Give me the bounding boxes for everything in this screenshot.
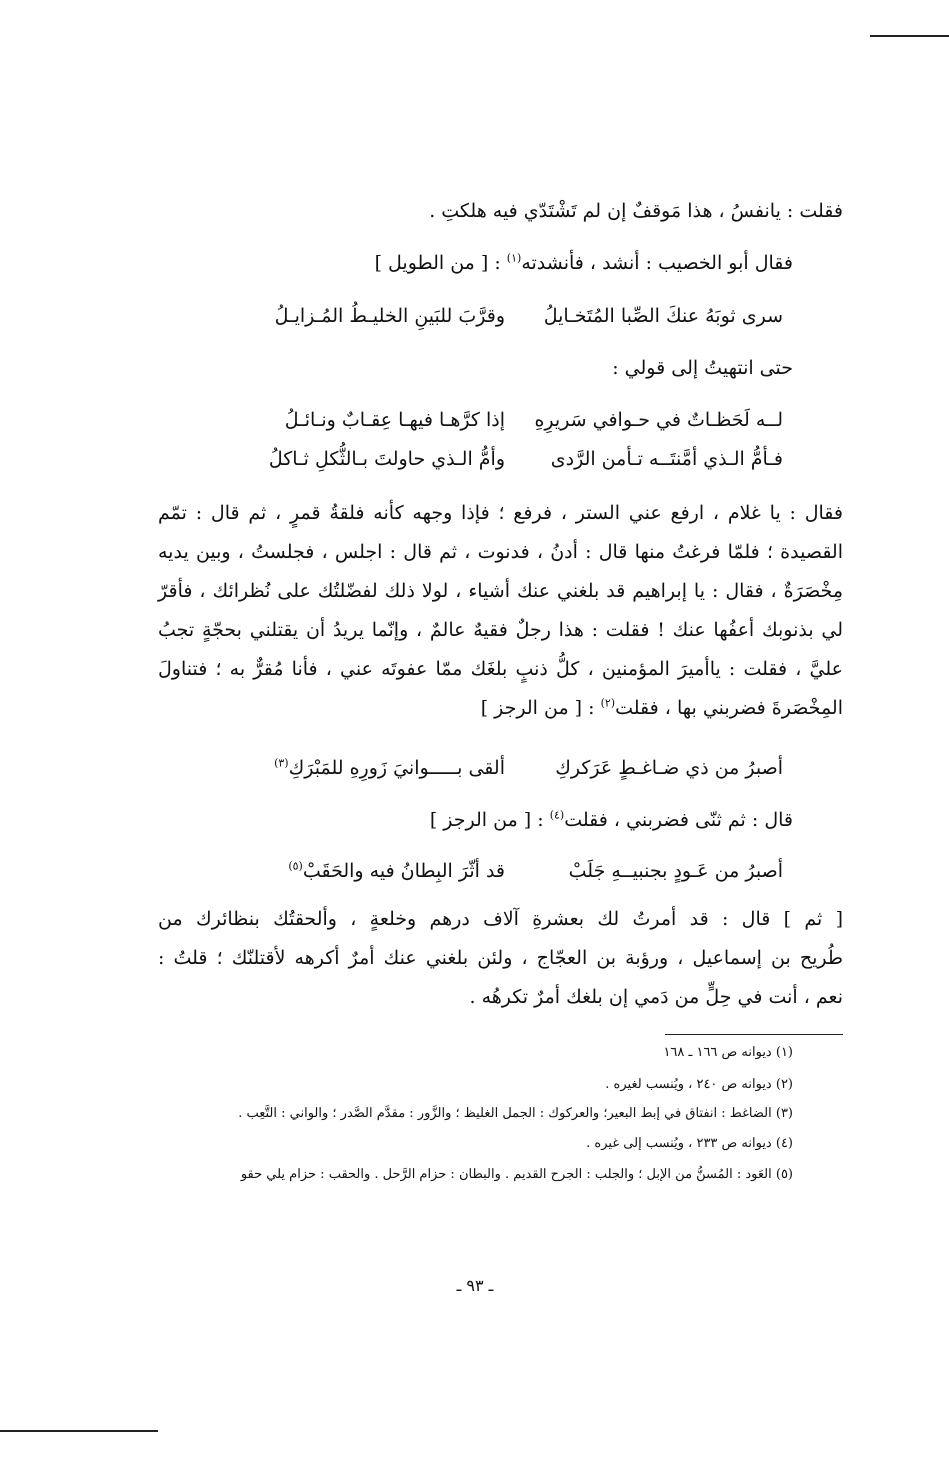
verse-5-hemistich-1: أصبرُ من عَـودٍ بجنبيــهِ جَلَبْ bbox=[568, 860, 783, 882]
verse-5-hemistich-2-text: قد أثّرَ البِطانُ فيه والحَقَبْ bbox=[302, 860, 505, 882]
verse-3-hemistich-2: وأمُّ الـذي حاولتَ بـالثُّكلِ ثـاكلُ bbox=[268, 448, 505, 470]
paragraph-2-text: فقال أبو الخصيب : أنشد ، فأنشدته bbox=[521, 252, 793, 274]
paragraph-6 bbox=[158, 906, 843, 1023]
footnote-ref-4: (٤) bbox=[549, 808, 565, 822]
paragraph-6-line: طُريح بن إسماعيل ، ورؤبة بن العجّاج ، ولئن بلغني عنك أمرٌ أكرهه لأقتلنّك ؛ قلتُ : bbox=[158, 947, 843, 969]
paragraph-4-line: لي بذنوبك أعفُها عنك ! فقلت : هذا رجلٌ فقيهٌ عالمٌ ، وإنّما يريدُ أن يقتلني بحجّةٍ تجبُ bbox=[158, 619, 843, 641]
footnote-ref-2: (٢) bbox=[600, 696, 616, 710]
verse-1-hemistich-1: سرى ثوبَهُ عنكَ الصِّبا المُتَخـايلُ bbox=[543, 305, 783, 327]
paragraph-3: حتى انتهيتُ إلى قولي : bbox=[612, 357, 793, 379]
paragraph-1: فقلت : يانفسُ ، هذا مَوقفٌ إن لم تَشْتَدّي فيه هلكتِ . bbox=[429, 200, 843, 222]
footnote-2: (٢) ديوانه ص ٢٤٠ ، ويُنسب لغيره . bbox=[605, 1077, 793, 1092]
footnote-5: (٥) العَود : المُسنُّ من الإبل ؛ والجلب : الجرح القديم . والبطان : حزام الرَّحل . والحقب : حزام يلي حقو bbox=[240, 1167, 793, 1182]
verse-4-hemistich-1: أصبرُ من ذي ضـاغـطٍ عَرَكركِ bbox=[555, 757, 783, 779]
meter-label: : [ من الطويل ] bbox=[374, 252, 507, 274]
footnote-1: (١) ديوانه ص ١٦٦ ـ ١٦٨ bbox=[663, 1045, 793, 1060]
verse-4-hemistich-2-text: ألقى بـــــوانيَ زَورِهِ للمَبْرَكِ bbox=[288, 757, 505, 779]
paragraph-4-line: فقال : يا غلام ، ارفع عني الستر ، فرفع ؛ فإذا وجهه كأنه فلقةُ قمرٍ ، ثم قال : تمّم bbox=[158, 502, 843, 524]
footnote-4: (٤) ديوانه ص ٢٣٣ ، ويُنسب إلى غيره . bbox=[586, 1136, 793, 1151]
verse-1 bbox=[215, 303, 843, 329]
paragraph-6-line: نعم ، أنت في حِلٍّ من دَمي إن بلغك أمرٌ تكرهُه . bbox=[469, 986, 843, 1008]
meter-label: : [ من الرجز ] bbox=[480, 697, 601, 719]
paragraph-4-last-text: المِخْصَرةَ فضربني بها ، فقلت bbox=[615, 697, 843, 719]
paragraph-5-text: قال : ثم ثنّى فضربني ، فقلت bbox=[564, 809, 793, 831]
verse-3 bbox=[215, 446, 843, 472]
verse-2 bbox=[215, 407, 843, 433]
paragraph-4-line: القصيدة ؛ فلمّا فرغتُ منها قال : أدنُ ، فدنوت ، ثم قال : اجلس ، فجلستُ ، وبين يديه bbox=[158, 541, 843, 563]
paragraph-4 bbox=[158, 500, 843, 734]
verse-5-hemistich-2 bbox=[215, 858, 505, 884]
paragraph-4-line: عليَّ ، فقلت : ياأميرَ المؤمنين ، كلُّ ذنبٍ بلغَك ممّا عفوتَه عني ، فأنا مُقرٌّ به ؛ فتناولَ bbox=[158, 658, 843, 680]
page-number: ـ ٩٣ ـ bbox=[456, 1276, 494, 1295]
footnote-ref-3: (٣) bbox=[274, 756, 289, 770]
paragraph-5 bbox=[430, 807, 793, 833]
paragraph-6-line: [ ثم ] قال : قد أمرتُ لك بعشرةِ آلاف درهم وخلعةٍ ، وألحقتُك بنظائرك من bbox=[158, 908, 843, 930]
bottom-rule bbox=[0, 1430, 158, 1432]
top-rule bbox=[870, 35, 949, 37]
footnote-3: (٣) الضاغط : انفتاق في إبط البعير؛ والعركوك : الجمل الغليظ ؛ والزَّور : مقدَّم الصَّدر ؛ والواني : التَّعِب . bbox=[238, 1106, 793, 1121]
footnote-divider bbox=[665, 1034, 843, 1035]
verse-1-hemistich-2: وقرَّبَ للبَينِ الخليـطُ المُـزايـلُ bbox=[274, 305, 505, 327]
verse-2-hemistich-2: إذا كرَّهـا فيهـا عِقـابٌ ونـائـلُ bbox=[284, 409, 505, 431]
verse-4 bbox=[215, 755, 843, 781]
paragraph-2 bbox=[375, 250, 793, 276]
verse-4-hemistich-2 bbox=[215, 755, 505, 781]
paragraph-4-line bbox=[158, 695, 843, 734]
meter-label: : [ من الرجز ] bbox=[429, 809, 550, 831]
verse-3-hemistich-1: فـأمُّ الـذي أمَّنتَــه تـأمن الرَّدى bbox=[550, 448, 783, 470]
verse-2-hemistich-1: لــه لَحَظـاتٌ في حـوافي سَريرِهِ bbox=[534, 409, 783, 431]
paragraph-4-line: مِخْصَرَةٌ ، فقال : يا إبراهيم قد بلغني عنك أشياء ، لولا ذلك لفضّلتُك على نُظرائك ، فأقرّ bbox=[158, 580, 843, 602]
footnote-ref-1: (١) bbox=[506, 251, 522, 265]
verse-5 bbox=[215, 858, 843, 884]
footnote-ref-5: (٥) bbox=[288, 859, 303, 873]
